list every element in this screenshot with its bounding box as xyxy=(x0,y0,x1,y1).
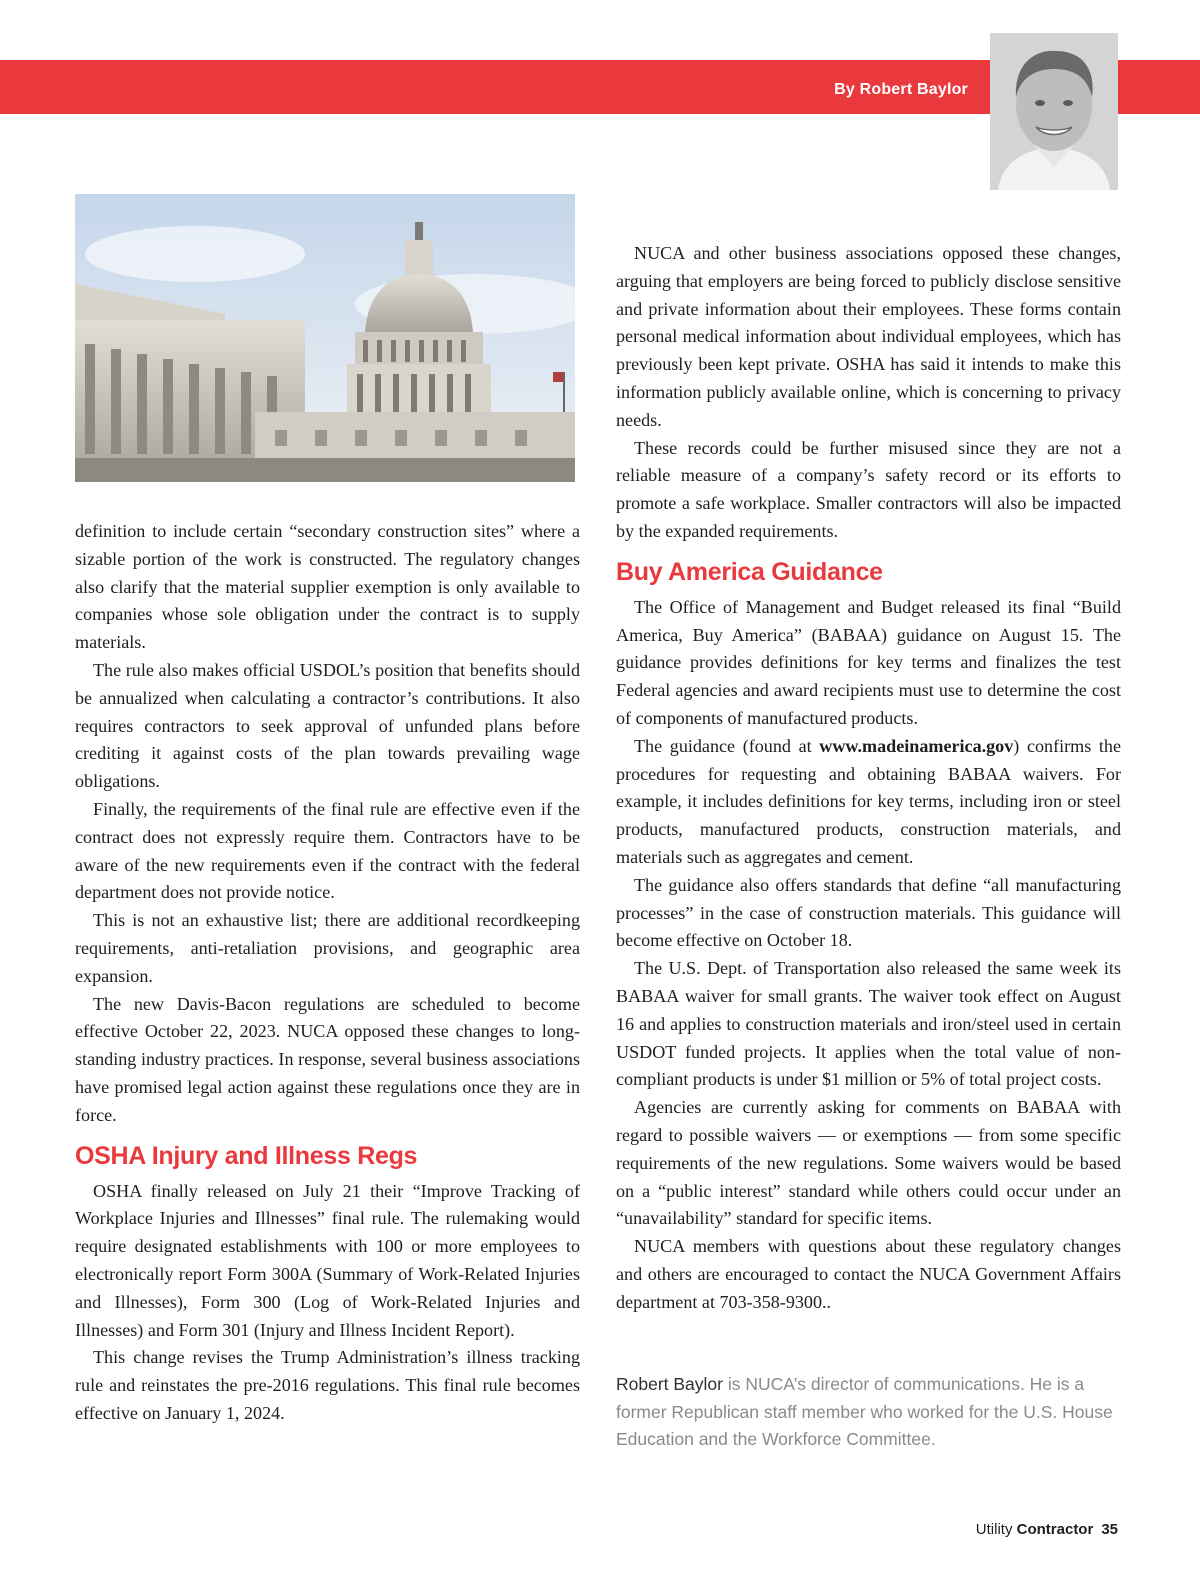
p4-before: The guidance (found at xyxy=(634,735,820,756)
left-paragraph-1: definition to include certain “secondary construction sites” where a sizable portion of the work is constructed. The regulatory changes also clarify that the material supplier exemption is only available to companies whose sole obligation under the contract is to supply materials. xyxy=(75,521,580,653)
left-paragraph-2: The rule also makes official USDOL’s position that benefits should be annualized when calculating a contractor’s contributions. It also requires contractors to seek approval of unfunded plans before crediting it against costs of the plan towards prevailing wage obligations. xyxy=(75,659,580,792)
left-paragraph-6: OSHA finally released on July 21 their “Improve Tracking of Workplace Injuries and Illnesses” final rule. The rulemaking would require designated establishments with 100 or more employees to electronically report Form 300A (Summary of Work-Related Injuries and Illnesses), Form 300 (Log of Work-Related Injuries and Illnesses) and Form 301 (Injury and Illness Incident Report). xyxy=(75,1180,580,1340)
right-paragraph-4 xyxy=(616,733,1121,872)
left-paragraph-4: This is not an exhaustive list; there are additional recordkeeping requirements, anti-retaliation provisions, and geographic area expansion. xyxy=(75,910,580,986)
right-paragraph-7: Agencies are currently asking for comments on BABAA with regard to possible waivers — or exemptions — from some specific requirements of the new regulations. Some waivers would be based on a “public interest” standard while others could occur under an “unavailability” standard for specific items. xyxy=(616,1097,1121,1229)
p4-after: ) confirms the procedures for requesting and obtaining BABAA waivers. For example, it includes definitions for key terms, including iron or steel products, manufactured products, construction materials, and materials such as aggregates and cement. xyxy=(616,735,1122,867)
author-portrait xyxy=(990,33,1118,190)
left-paragraph-7: This change revises the Trump Administration’s illness tracking rule and reinstates the pre-2016 regulations. This final rule becomes effective on January 1, 2024. xyxy=(75,1347,580,1423)
left-paragraph-5: The new Davis-Bacon regulations are scheduled to become effective October 22, 2023. NUCA opposed these changes to long-standing industry practices. In response, several business associations have promised legal action against these regulations once they are in force. xyxy=(75,993,580,1125)
heading-buy-america: Buy America Guidance xyxy=(616,557,883,586)
madeinamerica-link[interactable]: www.madeinamerica.gov xyxy=(819,735,1014,756)
right-paragraph-1: NUCA and other business associations opposed these changes, arguing that employers are being forced to publicly disclose sensitive and private information about their employees. These forms contain personal medical information about individual employees, which has previously been kept private. OSHA has said it intends to make this information publicly available online, which is concerning to privacy needs. xyxy=(616,243,1121,430)
bio-text: is NUCA’s director of communications. He is a former Republican staff member who worked for the U.S. House Education and the Workforce Committee. xyxy=(616,1374,1113,1449)
right-column xyxy=(616,240,1121,1316)
right-paragraph-2: These records could be further misused since they are not a reliable measure of a company’s safety record or its efforts to promote a safe workplace. Smaller contractors will also be impacted by the expanded requirements. xyxy=(616,437,1121,541)
capitol-photo xyxy=(75,194,575,482)
footer-brand-bold: Contractor xyxy=(1016,1521,1094,1538)
heading-osha: OSHA Injury and Illness Regs xyxy=(75,1141,418,1170)
left-column xyxy=(75,518,580,1428)
right-paragraph-6: The U.S. Dept. of Transportation also released the same week its BABAA waiver for small grants. The waiver took effect on August 16 and applies to construction materials and iron/steel used in certain USDOT funded projects. It applies when the total value of non-compliant products is under $1 million or 5% of total project costs. xyxy=(616,958,1121,1090)
page-footer xyxy=(976,1521,1118,1538)
right-paragraph-3: The Office of Management and Budget released its final “Build America, Buy America” (BABAA) guidance on August 15. The guidance provides definitions for key terms and finalizes the test Federal agencies and award recipients must use to determine the cost of components of manufactured products. xyxy=(616,596,1121,728)
footer-brand-light: Utility xyxy=(975,1521,1013,1538)
right-paragraph-8: NUCA members with questions about these regulatory changes and others are encouraged to contact the NUCA Government Affairs department at 703-358-9300.. xyxy=(616,1236,1121,1312)
right-paragraph-5: The guidance also offers standards that define “all manufacturing processes” in the case of construction materials. This guidance will become effective on October 18. xyxy=(616,874,1121,951)
author-bio xyxy=(616,1371,1116,1454)
bio-name: Robert Baylor xyxy=(616,1374,723,1394)
page-number: 35 xyxy=(1101,1521,1118,1538)
left-paragraph-3: Finally, the requirements of the final rule are effective even if the contract does not expressly require them. Contractors have to be aware of the new requirements even if the contract with the federal department does not provide notice. xyxy=(75,798,580,903)
byline: By Robert Baylor xyxy=(834,81,968,98)
